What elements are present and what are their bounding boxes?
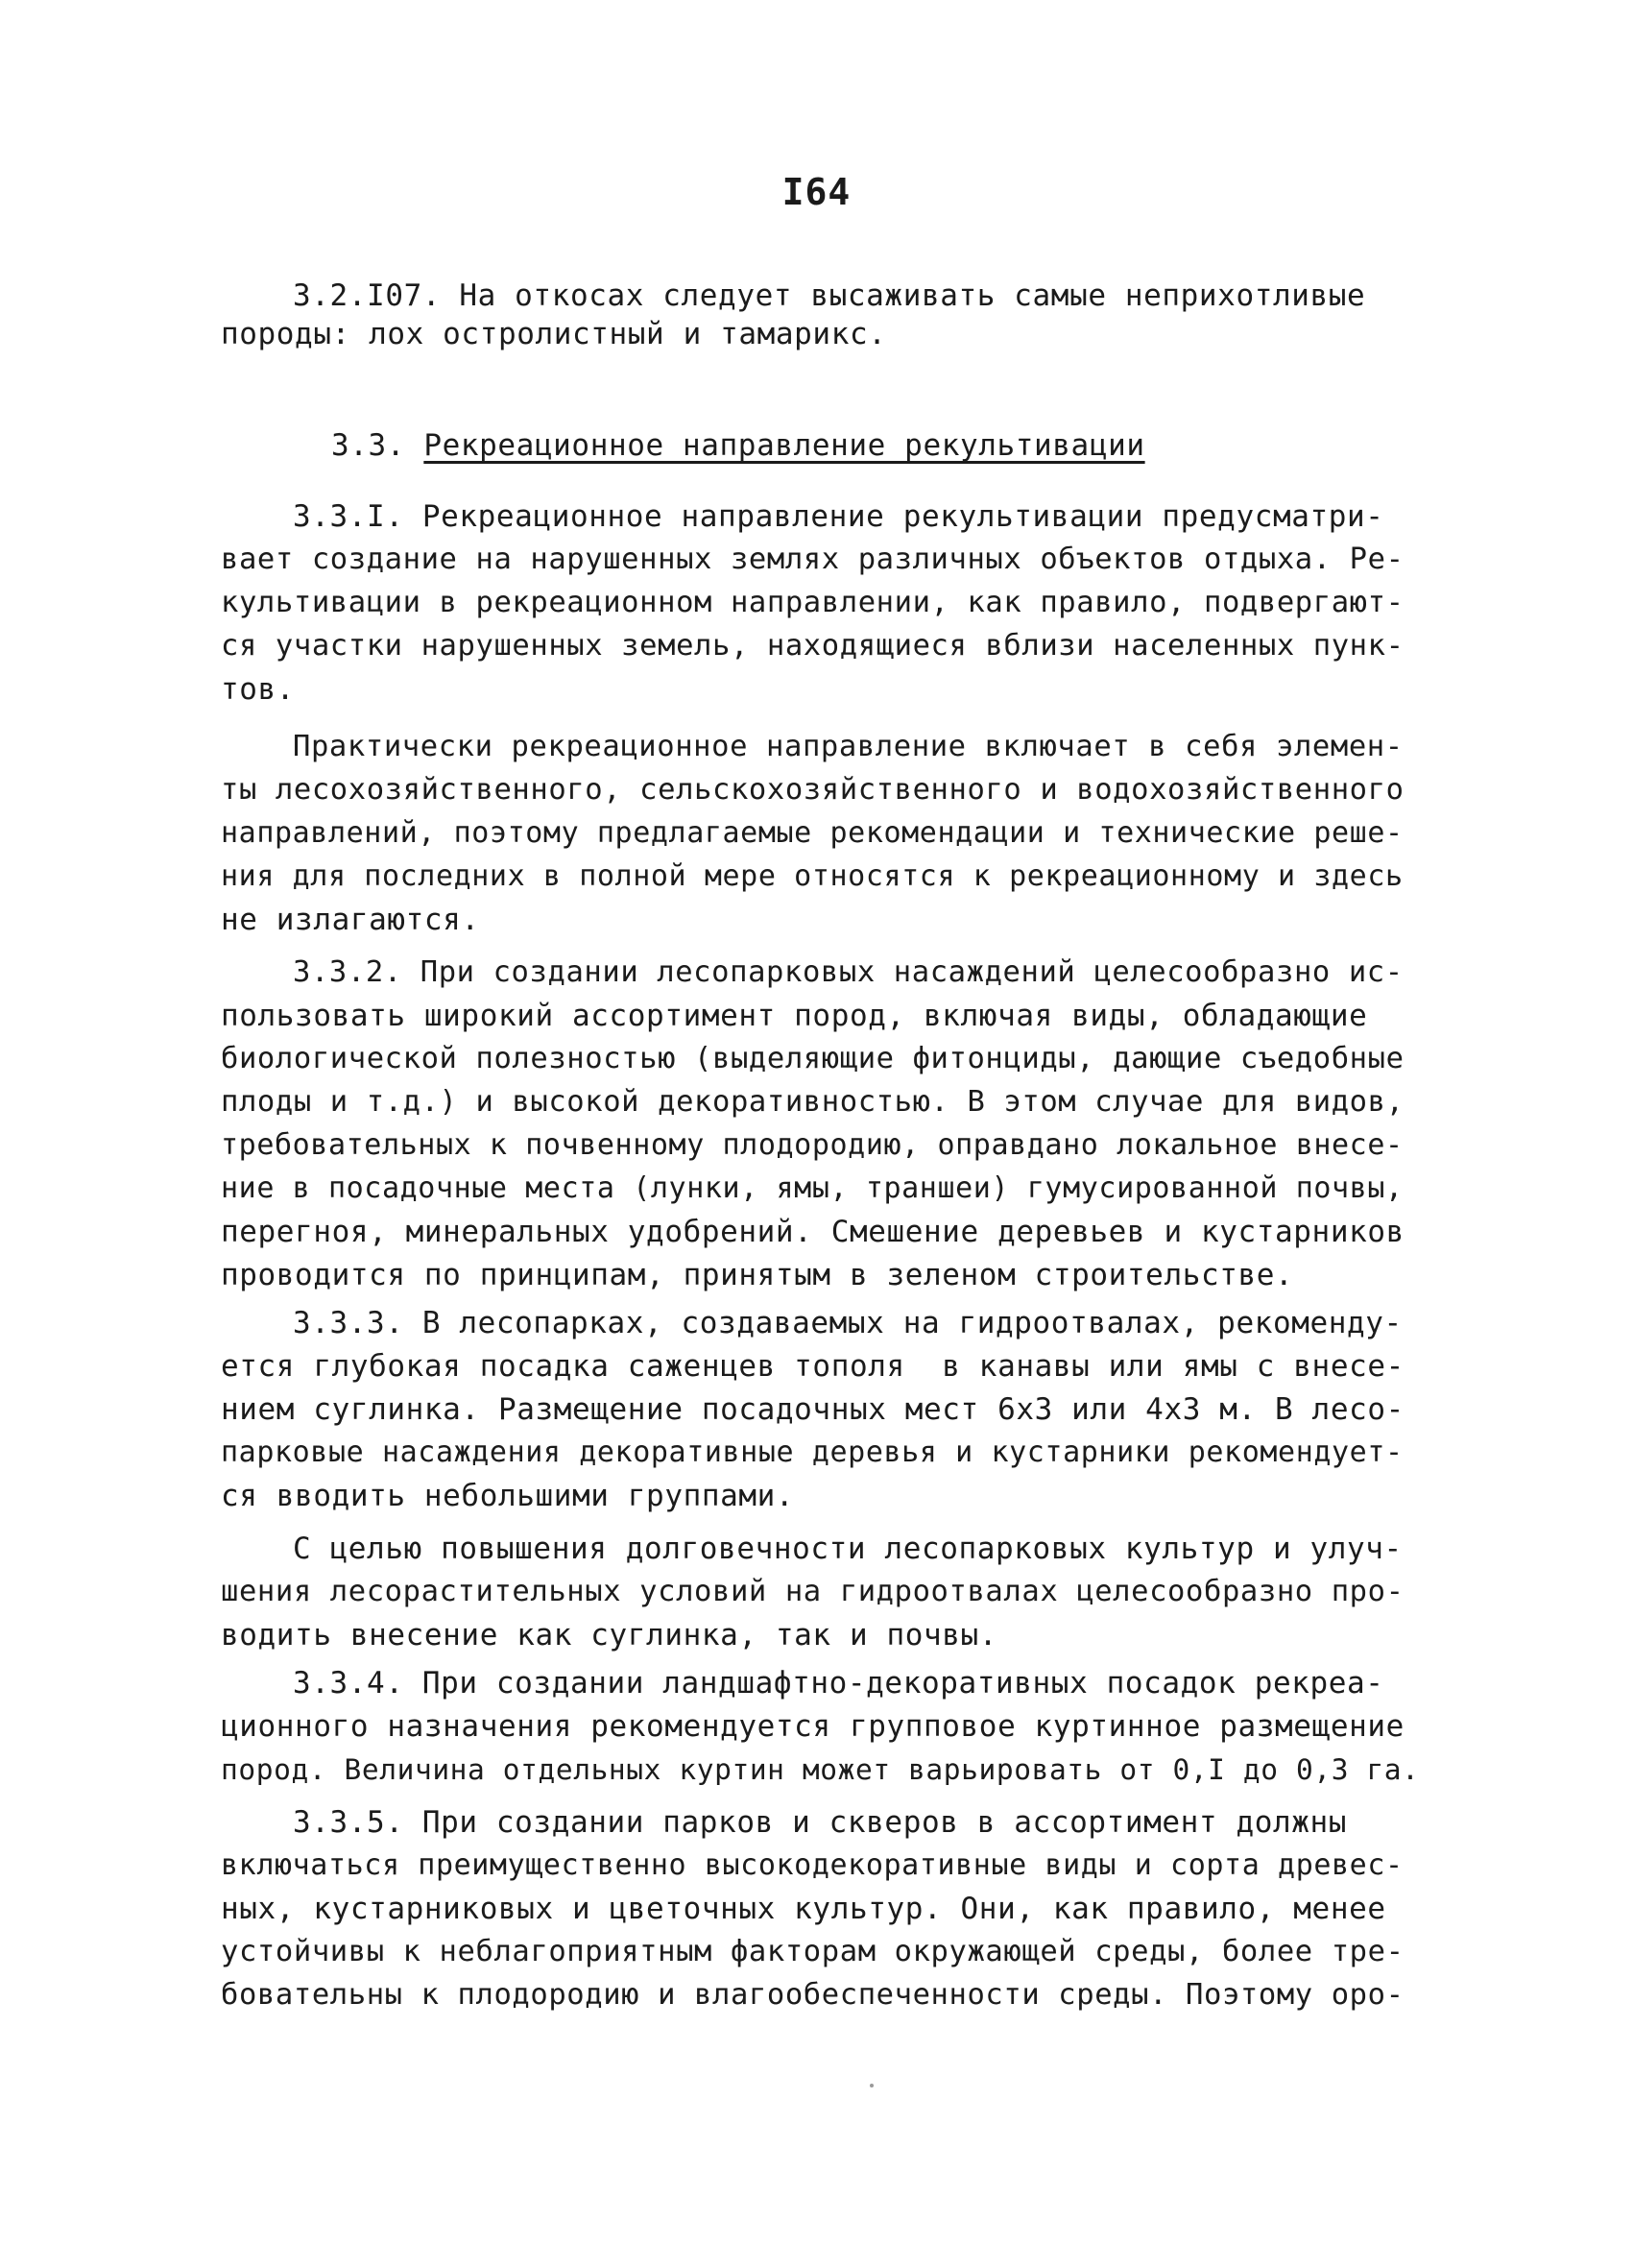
text-line: породы: лох остролистный и тамарикс. bbox=[221, 317, 887, 351]
text-line: ние в посадочные места (лунки, ямы, траншеи) гумусированной почвы, bbox=[221, 1171, 1404, 1205]
text-line: 3.3.3. В лесопарках, создаваемых на гидроотвалах, рекоменду- bbox=[293, 1306, 1403, 1340]
page-number: I64 bbox=[781, 171, 852, 213]
text-line: включаться преимущественно высокодекоративные виды и сорта древес- bbox=[221, 1848, 1404, 1882]
section-title: Рекреационное направление рекультивации bbox=[423, 428, 1145, 463]
text-line: тов. bbox=[221, 672, 296, 707]
text-line: 3.3.5. При создании парков и скверов в ассортимент должны bbox=[293, 1805, 1348, 1840]
text-line: не излагаются. bbox=[221, 903, 480, 937]
text-line: вает создание на нарушенных землях различных объектов отдыха. Ре- bbox=[221, 543, 1405, 576]
text-line: ется глубокая посадка саженцев тополя в канавы или ямы с внесе- bbox=[221, 1349, 1405, 1384]
text-line: пород. Величина отдельных куртин может варьировать от 0,I до 0,3 га. bbox=[221, 1753, 1420, 1786]
scan-speck bbox=[870, 2084, 874, 2087]
text-line: ния для последних в полной мере относятся к рекреационному и здесь bbox=[221, 859, 1404, 893]
section-heading bbox=[331, 428, 1145, 463]
text-line: водить внесение как суглинка, так и почвы. bbox=[221, 1618, 998, 1653]
text-line: ты лесохозяйственного, сельскохозяйственного и водохозяйственного bbox=[221, 773, 1405, 807]
text-line: 3.3.4. При создании ландшафтно-декоративных посадок рекреа- bbox=[293, 1666, 1384, 1701]
text-line: нием суглинка. Размещение посадочных мест 6х3 или 4х3 м. В лесо- bbox=[221, 1392, 1405, 1427]
text-line: 3.3.2. При создании лесопарковых насаждений целесообразно ис- bbox=[293, 955, 1404, 989]
text-line: ционного назначения рекомендуется групповое куртинное размещение bbox=[221, 1709, 1405, 1744]
text-line: ных, кустарниковых и цветочных культур. Они, как правило, менее bbox=[221, 1892, 1386, 1926]
text-line: 3.3.I. Рекреационное направление рекультивации предусматри- bbox=[293, 499, 1384, 534]
text-line: шения лесорастительных условий на гидроотвалах целесообразно про- bbox=[221, 1575, 1405, 1608]
section-number: 3.3. bbox=[331, 428, 406, 463]
text-line: пользовать широкий ассортимент пород, включая виды, обладающие bbox=[221, 999, 1368, 1033]
text-line: ся вводить небольшими группами. bbox=[221, 1479, 795, 1513]
text-line: бовательны к плодородию и влагообеспеченности среды. Поэтому оро- bbox=[221, 1978, 1405, 2012]
text-line: С целью повышения долговечности лесопарковых культур и улуч- bbox=[293, 1532, 1403, 1566]
text-line: устойчивы к неблагоприятным факторам окружающей среды, более тре- bbox=[221, 1935, 1405, 1968]
text-line: 3.2.I07. На откосах следует высаживать самые неприхотливые bbox=[293, 278, 1366, 313]
text-line: Практически рекреационное направление включает в себя элемен- bbox=[293, 730, 1404, 763]
text-line: парковые насаждения декоративные деревья и кустарники рекомендует- bbox=[221, 1436, 1404, 1469]
text-line: проводится по принципам, принятым в зеленом строительстве. bbox=[221, 1258, 1294, 1292]
text-line: плоды и т.д.) и высокой декоративностью. В этом случае для видов, bbox=[221, 1085, 1405, 1119]
text-line: направлений, поэтому предлагаемые рекомендации и технические реше- bbox=[221, 816, 1404, 850]
text-line: биологической полезностью (выделяющие фитонциды, дающие съедобные bbox=[221, 1042, 1405, 1075]
text-line: культивации в рекреационном направлении, как правило, подвергают- bbox=[221, 586, 1405, 619]
text-line: требовательных к почвенному плодородию, оправдано локальное внесе- bbox=[221, 1128, 1404, 1162]
text-line: перегноя, минеральных удобрений. Смешение деревьев и кустарников bbox=[221, 1215, 1405, 1249]
text-line: ся участки нарушенных земель, находящиеся вблизи населенных пунк- bbox=[221, 629, 1405, 663]
